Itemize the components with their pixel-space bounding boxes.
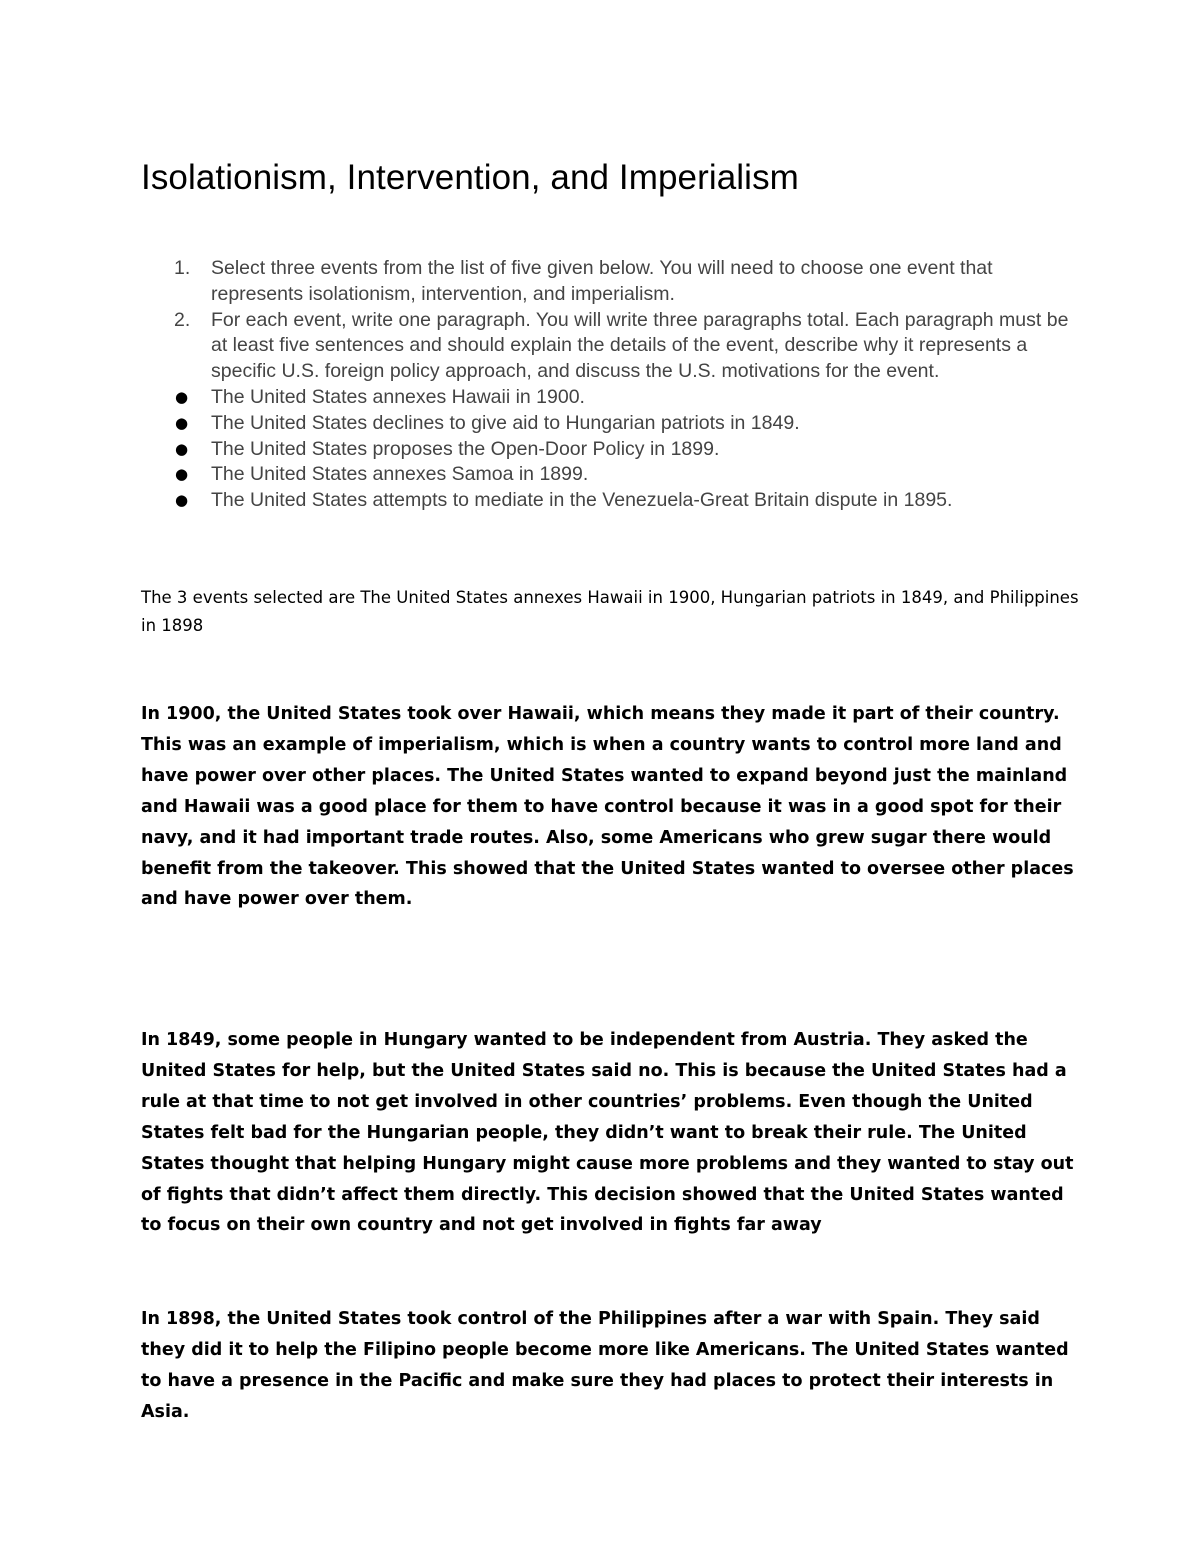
instruction-item <box>0 308 1200 385</box>
list-number: 2. <box>174 308 191 331</box>
event-list-item <box>0 411 1200 437</box>
event-list-item <box>0 385 1200 411</box>
document-title: Isolationism, Intervention, and Imperialism <box>141 158 799 197</box>
event-list-item <box>0 488 1200 514</box>
event-text: The United States annexes Hawaii in 1900. <box>211 385 585 408</box>
bullet-icon: ● <box>175 413 189 432</box>
instruction-item <box>0 256 1200 308</box>
instructions-list <box>0 256 1200 514</box>
instruction-text: Select three events from the list of five given below. You will need to choose one event that represents isolationism, intervention, and imperialism. <box>211 257 993 305</box>
hungary-paragraph: In 1849, some people in Hungary wanted to be independent from Austria. They asked the United States for help, but the United States said no. This is because the United States had a rule at that time to not get involved in other countries’ problems. Even though the United States felt bad for the Hungarian people, they didn’t want to break their rule. The United States thought that helping Hungary might cause more problems and they wanted to stay out of fights that didn’t affect them directly. This decision showed that the United States wanted to focus on their own country and not get involved in fights far away <box>141 1030 1074 1236</box>
bullet-icon: ● <box>175 439 189 458</box>
selected-events-statement: The 3 events selected are The United States annexes Hawaii in 1900, Hungarian patriots in 1849, and Philippines in 1898 <box>141 588 1079 635</box>
event-text: The United States proposes the Open-Door Policy in 1899. <box>211 437 720 460</box>
instruction-text: For each event, write one paragraph. You will write three paragraphs total. Each paragraph must be at least five sentences and should explain the details of the event, describe why it represents a specific U.S. foreign policy approach, and discuss the U.S. motivations for the event. <box>211 308 1069 383</box>
list-number: 1. <box>174 257 191 279</box>
philippines-paragraph: In 1898, the United States took control of the Philippines after a war with Spain. They said they did it to help the Filipino people become more like Americans. The United States wanted to have a presence in the Pacific and make sure they had places to protect their interests in Asia. <box>141 1309 1069 1422</box>
event-list-item <box>0 437 1200 463</box>
bullet-icon: ● <box>175 465 189 484</box>
bullet-icon: ● <box>175 387 189 406</box>
bullet-icon: ● <box>175 491 189 510</box>
hawaii-paragraph: In 1900, the United States took over Hawaii, which means they made it part of their country. This was an example of imperialism, which is when a country wants to control more land and have power over other places. The United States wanted to expand beyond just the mainland and Hawaii was a good place for them to have control because it was in a good spot for their navy, and it had important trade routes. Also, some Americans who grew sugar there would benefit from the takeover. This showed that the United States wanted to oversee other places and have power over them. <box>141 704 1074 910</box>
event-text: The United States attempts to mediate in the Venezuela-Great Britain dispute in 1895. <box>211 489 953 512</box>
event-text: The United States annexes Samoa in 1899. <box>211 463 589 486</box>
event-text: The United States declines to give aid to Hungarian patriots in 1849. <box>211 411 800 434</box>
event-list-item <box>0 462 1200 488</box>
